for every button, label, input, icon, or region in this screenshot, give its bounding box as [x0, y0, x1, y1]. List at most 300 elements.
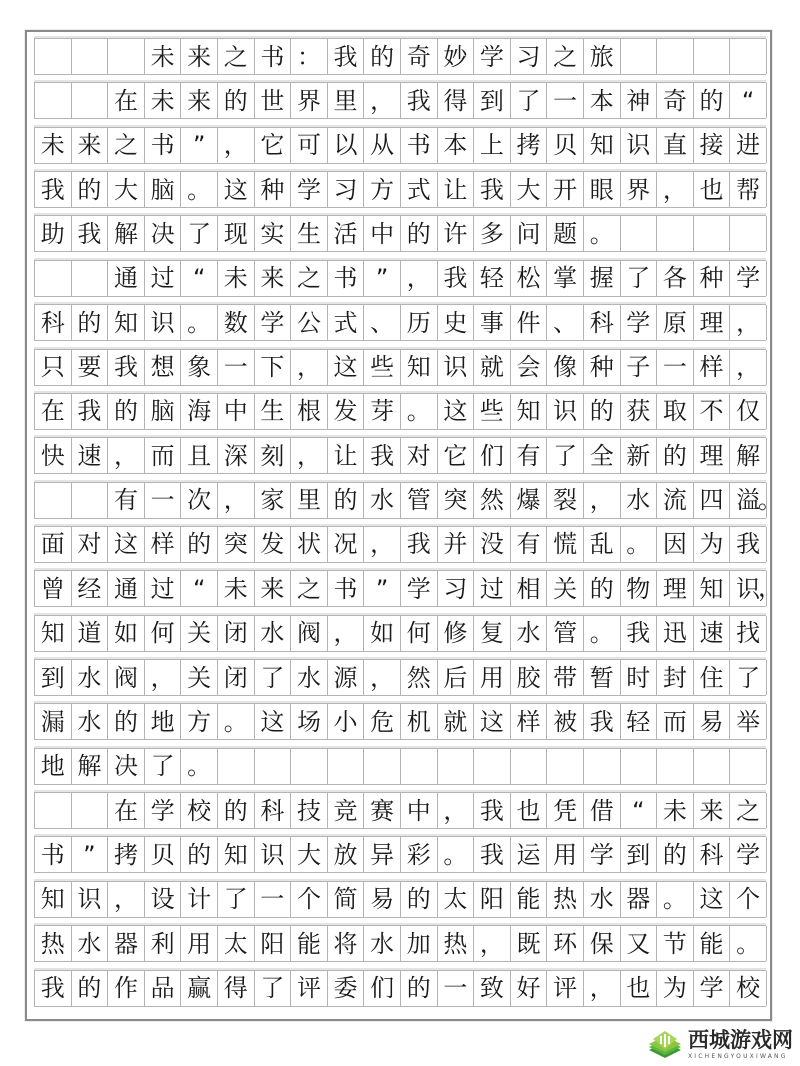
hanging-punctuation: ，	[758, 574, 782, 603]
grid-cell: 方	[181, 704, 218, 739]
grid-cell: 。	[181, 749, 218, 784]
grid-cell: 脑	[145, 172, 182, 207]
grid-cell: 书	[35, 837, 72, 872]
grid-cell: 我	[35, 971, 72, 1006]
grid-cell: 界	[291, 83, 328, 118]
grid-cell: 既	[511, 926, 548, 961]
grid-cell: 识	[438, 350, 475, 385]
grid-cell	[328, 749, 365, 784]
grid-cell: 评	[291, 971, 328, 1006]
grid-cell: ，	[108, 438, 145, 473]
grid-cell: 过	[474, 571, 511, 606]
grid-cell: 借	[584, 793, 621, 828]
grid-cell: 个	[730, 882, 767, 917]
grid-cell: 我	[438, 261, 475, 296]
grid-cell: 校	[730, 971, 767, 1006]
grid-cell: 水	[621, 483, 658, 518]
grid-cell: 的	[401, 971, 438, 1006]
grid-cell: 裂	[547, 483, 584, 518]
text-row	[34, 349, 766, 386]
grid-cell: 科	[694, 837, 731, 872]
grid-cell: ，	[218, 483, 255, 518]
grid-cell: 学	[621, 305, 658, 340]
grid-cell: ，	[291, 350, 328, 385]
grid-cell: “	[730, 83, 767, 118]
grid-cell: 式	[401, 172, 438, 207]
grid-cell	[474, 749, 511, 784]
grid-cell: 学	[730, 837, 767, 872]
grid-cell: 委	[328, 971, 365, 1006]
grid-cell: 赢	[181, 971, 218, 1006]
grid-cell: 封	[657, 660, 694, 695]
grid-cell: 科	[255, 793, 292, 828]
grid-cell: 书	[401, 128, 438, 163]
watermark-logo	[648, 1028, 793, 1062]
grid-cell: 我	[401, 527, 438, 562]
grid-cell	[657, 749, 694, 784]
grid-cell: 有	[108, 483, 145, 518]
grid-cell: 解	[108, 216, 145, 251]
grid-cell: 管	[401, 483, 438, 518]
grid-cell: 握	[584, 261, 621, 296]
grid-cell: 然	[474, 483, 511, 518]
grid-cell: 水	[364, 483, 401, 518]
grid-cell: 通	[108, 261, 145, 296]
grid-cell: 举	[730, 704, 767, 739]
grid-cell: 实	[255, 216, 292, 251]
grid-cell: 这	[474, 704, 511, 739]
grid-cell: 中	[401, 793, 438, 828]
grid-cell: 界	[621, 172, 658, 207]
grid-cell: 刻	[255, 438, 292, 473]
text-row	[34, 260, 766, 297]
grid-cell: 在	[35, 394, 72, 429]
grid-cell: 仅	[730, 394, 767, 429]
grid-cell: 易	[364, 882, 401, 917]
grid-cell: 历	[401, 305, 438, 340]
grid-cell: 地	[35, 749, 72, 784]
grid-cell: 闭	[218, 616, 255, 651]
grid-cell: 运	[511, 837, 548, 872]
grid-cell: 像	[547, 350, 584, 385]
grid-cell: 知	[108, 305, 145, 340]
grid-cell: 新	[621, 438, 658, 473]
grid-cell: 源	[328, 660, 365, 695]
grid-cell: 识	[547, 394, 584, 429]
grid-cell: 找	[730, 616, 767, 651]
grid-cell: 未	[145, 83, 182, 118]
grid-cell: 一	[657, 350, 694, 385]
grid-cell: 用	[181, 926, 218, 961]
grid-cell: 知	[35, 882, 72, 917]
grid-cell: 用	[474, 660, 511, 695]
grid-cell: ，	[401, 261, 438, 296]
grid-cell: 水	[291, 660, 328, 695]
grid-cell: 因	[657, 527, 694, 562]
text-row	[34, 792, 766, 829]
grid-cell	[35, 793, 72, 828]
grid-cell: 奇	[401, 39, 438, 74]
grid-cell: ，	[145, 660, 182, 695]
grid-cell: 让	[438, 172, 475, 207]
hanging-punctuation: 。	[758, 485, 782, 514]
grid-cell: 能	[511, 882, 548, 917]
grid-cell: 水	[584, 882, 621, 917]
grid-cell: 奇	[657, 83, 694, 118]
grid-cell: 器	[621, 882, 658, 917]
grid-cell: 的	[72, 971, 109, 1006]
grid-cell: 如	[364, 616, 401, 651]
grid-cell: 世	[255, 83, 292, 118]
grid-cell	[621, 216, 658, 251]
grid-cell: 关	[181, 660, 218, 695]
grid-cell: “	[181, 571, 218, 606]
text-row	[34, 304, 766, 341]
watermark-title: 西城游戏网	[688, 1028, 793, 1052]
grid-cell: 暂	[584, 660, 621, 695]
grid-cell: 取	[657, 394, 694, 429]
grid-cell: 的	[401, 882, 438, 917]
grid-cell: 带	[547, 660, 584, 695]
grid-cell: 来	[72, 128, 109, 163]
grid-cell: 乱	[584, 527, 621, 562]
grid-cell: 易	[694, 704, 731, 739]
grid-cell	[511, 749, 548, 784]
grid-cell: 学	[694, 971, 731, 1006]
grid-cell: 学	[584, 837, 621, 872]
grid-cell: 曾	[35, 571, 72, 606]
grid-cell: 评	[547, 971, 584, 1006]
grid-cell: 来	[694, 793, 731, 828]
grid-cell	[547, 749, 584, 784]
grid-cell: 也	[621, 971, 658, 1006]
grid-cell: 物	[621, 571, 658, 606]
grid-cell	[730, 39, 767, 74]
grid-cell: 生	[255, 394, 292, 429]
grid-cell: 学	[255, 305, 292, 340]
grid-cell: 这	[218, 172, 255, 207]
grid-cell: 数	[218, 305, 255, 340]
grid-cell: 简	[328, 882, 365, 917]
grid-cell: 家	[255, 483, 292, 518]
grid-cell: 我	[35, 172, 72, 207]
grid-cell: 得	[218, 971, 255, 1006]
grid-cell: ，	[108, 882, 145, 917]
text-row	[34, 393, 766, 430]
grid-cell: 中	[364, 216, 401, 251]
grid-cell: 了	[255, 971, 292, 1006]
grid-cell: 原	[657, 305, 694, 340]
grid-cell: 来	[181, 39, 218, 74]
grid-cell: 四	[694, 483, 731, 518]
grid-cell: 胶	[511, 660, 548, 695]
grid-cell: 为	[657, 971, 694, 1006]
grid-cell: 习	[328, 172, 365, 207]
grid-cell: 许	[438, 216, 475, 251]
grid-cell: 一	[547, 83, 584, 118]
grid-cell: 轻	[474, 261, 511, 296]
grid-cell: 能	[694, 926, 731, 961]
grid-cell: 我	[474, 172, 511, 207]
grid-cell: 问	[511, 216, 548, 251]
grid-cell: 复	[474, 616, 511, 651]
grid-cell: 种	[584, 350, 621, 385]
grid-cell: 而	[657, 704, 694, 739]
grid-cell: 科	[584, 305, 621, 340]
grid-cell: “	[621, 793, 658, 828]
grid-cell: 助	[35, 216, 72, 251]
grid-cell: 场	[291, 704, 328, 739]
grid-cell: 关	[547, 571, 584, 606]
grid-cell: 识	[145, 305, 182, 340]
grid-cell: 。	[584, 216, 621, 251]
grid-cell: 习	[511, 39, 548, 74]
grid-cell: 。	[621, 527, 658, 562]
grid-cell: 到	[621, 837, 658, 872]
grid-cell: 且	[181, 438, 218, 473]
grid-cell: 学	[145, 793, 182, 828]
grid-cell: 如	[108, 616, 145, 651]
grid-cell	[218, 749, 255, 784]
text-row	[34, 82, 766, 119]
grid-cell: 芽	[364, 394, 401, 429]
grid-cell	[35, 83, 72, 118]
grid-cell	[72, 483, 109, 518]
grid-cell: ”	[364, 261, 401, 296]
grid-cell: 识	[730, 571, 767, 606]
grid-cell: 突	[218, 527, 255, 562]
grid-cell: 事	[474, 305, 511, 340]
grid-cell: 妙	[438, 39, 475, 74]
grid-cell: 们	[364, 971, 401, 1006]
grid-cell: 速	[72, 438, 109, 473]
grid-cell: 之	[291, 261, 328, 296]
grid-cell: 知	[401, 350, 438, 385]
grid-cell: 样	[145, 527, 182, 562]
grid-cell: 我	[474, 793, 511, 828]
grid-cell: 掌	[547, 261, 584, 296]
grid-cell: 轻	[621, 704, 658, 739]
grid-cell: 热	[35, 926, 72, 961]
grid-cell	[291, 749, 328, 784]
grid-cell: 放	[328, 837, 365, 872]
text-row	[34, 127, 766, 164]
grid-cell: 发	[328, 394, 365, 429]
grid-cell: 知	[694, 571, 731, 606]
grid-cell: ”	[364, 571, 401, 606]
grid-cell: 了	[547, 438, 584, 473]
grid-cell: 了	[255, 660, 292, 695]
grid-cell	[72, 83, 109, 118]
grid-cell: 一	[145, 483, 182, 518]
grid-cell: 得	[438, 83, 475, 118]
grid-cell: 海	[181, 394, 218, 429]
grid-cell: 直	[657, 128, 694, 163]
grid-cell	[657, 216, 694, 251]
grid-cell	[621, 39, 658, 74]
grid-cell: 的	[657, 438, 694, 473]
grid-cell: 深	[218, 438, 255, 473]
grid-cell: 未	[218, 261, 255, 296]
grid-cell: 书	[328, 261, 365, 296]
grid-cell: 理	[657, 571, 694, 606]
grid-cell: 未	[218, 571, 255, 606]
grid-cell: 了	[181, 216, 218, 251]
grid-cell: 些	[474, 394, 511, 429]
grid-cell: 的	[584, 571, 621, 606]
grid-cell: 有	[511, 438, 548, 473]
grid-cell: 。	[584, 616, 621, 651]
grid-cell: 神	[621, 83, 658, 118]
grid-cell: 次	[181, 483, 218, 518]
grid-cell: 在	[108, 83, 145, 118]
grid-cell: 道	[72, 616, 109, 651]
grid-cell: 本	[584, 83, 621, 118]
grid-cell	[694, 216, 731, 251]
grid-cell: 下	[255, 350, 292, 385]
grid-cell: 管	[547, 616, 584, 651]
grid-cell: 这	[255, 704, 292, 739]
grid-cell: 被	[547, 704, 584, 739]
grid-cell: 的	[364, 39, 401, 74]
grid-cell: 之	[218, 39, 255, 74]
grid-cell: 个	[291, 882, 328, 917]
grid-cell: 里	[328, 83, 365, 118]
text-row	[34, 836, 766, 873]
grid-cell: ”	[72, 837, 109, 872]
grid-cell: 闭	[218, 660, 255, 695]
grid-cell: 就	[474, 350, 511, 385]
grid-cell: 节	[657, 926, 694, 961]
grid-cell: 速	[694, 616, 731, 651]
grid-cell: ：	[291, 39, 328, 74]
grid-cell: 这	[328, 350, 365, 385]
grid-cell: ，	[657, 172, 694, 207]
grid-cell	[108, 39, 145, 74]
text-row	[34, 171, 766, 208]
grid-cell: 题	[547, 216, 584, 251]
grid-cell: 面	[35, 527, 72, 562]
grid-cell: 全	[584, 438, 621, 473]
grid-cell: 热	[547, 882, 584, 917]
grid-cell: 识	[621, 128, 658, 163]
grid-cell: 书	[255, 39, 292, 74]
grid-cell: 状	[291, 527, 328, 562]
grid-cell: 就	[438, 704, 475, 739]
grid-cell: 到	[474, 83, 511, 118]
grid-cell	[364, 749, 401, 784]
grid-cell: 过	[145, 571, 182, 606]
grid-cell: 我	[401, 83, 438, 118]
grid-cell: 公	[291, 305, 328, 340]
grid-cell: 学	[401, 571, 438, 606]
grid-cell	[438, 749, 475, 784]
grid-cell: 识	[255, 837, 292, 872]
grid-cell: 一	[218, 350, 255, 385]
grid-cell: 多	[474, 216, 511, 251]
grid-cell: 关	[181, 616, 218, 651]
grid-cell: 的	[584, 394, 621, 429]
grid-cell: ，	[291, 438, 328, 473]
grid-cell: 、	[547, 305, 584, 340]
grid-cell: 又	[621, 926, 658, 961]
grid-cell: 我	[72, 216, 109, 251]
grid-cell: 迅	[657, 616, 694, 651]
grid-cell: 。	[181, 305, 218, 340]
grid-cell: ，	[584, 483, 621, 518]
grid-cell: 器	[108, 926, 145, 961]
grid-cell: 各	[657, 261, 694, 296]
grid-cell: 以	[328, 128, 365, 163]
grid-cell: 也	[694, 172, 731, 207]
grid-cell: 阳	[474, 882, 511, 917]
grid-cell: 有	[511, 527, 548, 562]
grid-cell: 通	[108, 571, 145, 606]
grid-cell: 时	[621, 660, 658, 695]
watermark-subtitle: XICHENGYOUXIWANG	[688, 1053, 788, 1060]
grid-cell: 大	[511, 172, 548, 207]
grid-cell: 之	[291, 571, 328, 606]
grid-cell: 为	[694, 527, 731, 562]
grid-cell: 未	[35, 128, 72, 163]
grid-cell: 生	[291, 216, 328, 251]
grid-cell: 何	[401, 616, 438, 651]
grid-cell: 到	[35, 660, 72, 695]
grid-cell: 我	[72, 394, 109, 429]
grid-cell: 活	[328, 216, 365, 251]
grid-cell: 知	[584, 128, 621, 163]
grid-cell: 用	[547, 837, 584, 872]
grid-cell: 习	[438, 571, 475, 606]
grid-cell: 突	[438, 483, 475, 518]
grid-cell: 太	[218, 926, 255, 961]
grid-cell: 只	[35, 350, 72, 385]
grid-cell: 能	[291, 926, 328, 961]
grid-cell: 。	[218, 704, 255, 739]
grid-cell: 致	[474, 971, 511, 1006]
grid-cell: 贝	[547, 128, 584, 163]
grid-cell: 来	[255, 261, 292, 296]
grid-cell: 贝	[145, 837, 182, 872]
grid-cell: 史	[438, 305, 475, 340]
grid-cell: 。	[657, 882, 694, 917]
grid-cell: 从	[364, 128, 401, 163]
grid-cell: 发	[255, 527, 292, 562]
grid-cell: 决	[145, 216, 182, 251]
grid-cell: 过	[145, 261, 182, 296]
grid-cell: 、	[364, 305, 401, 340]
grid-cell: 了	[218, 882, 255, 917]
text-row	[34, 615, 766, 652]
text-row	[34, 659, 766, 696]
grid-cell: 的	[328, 483, 365, 518]
grid-cell: 了	[145, 749, 182, 784]
grid-cell: 。	[438, 837, 475, 872]
grid-cell: 要	[72, 350, 109, 385]
grid-cell: 理	[694, 305, 731, 340]
grid-cell: 这	[694, 882, 731, 917]
grid-cell: 未	[145, 39, 182, 74]
grid-cell: 旅	[584, 39, 621, 74]
grid-cell: 会	[511, 350, 548, 385]
text-row	[34, 526, 766, 563]
grid-cell: 这	[438, 394, 475, 429]
grid-cell: 对	[401, 438, 438, 473]
grid-cell: 中	[218, 394, 255, 429]
grid-cell: 的	[181, 527, 218, 562]
grid-cell: 大	[108, 172, 145, 207]
text-row	[34, 881, 766, 918]
